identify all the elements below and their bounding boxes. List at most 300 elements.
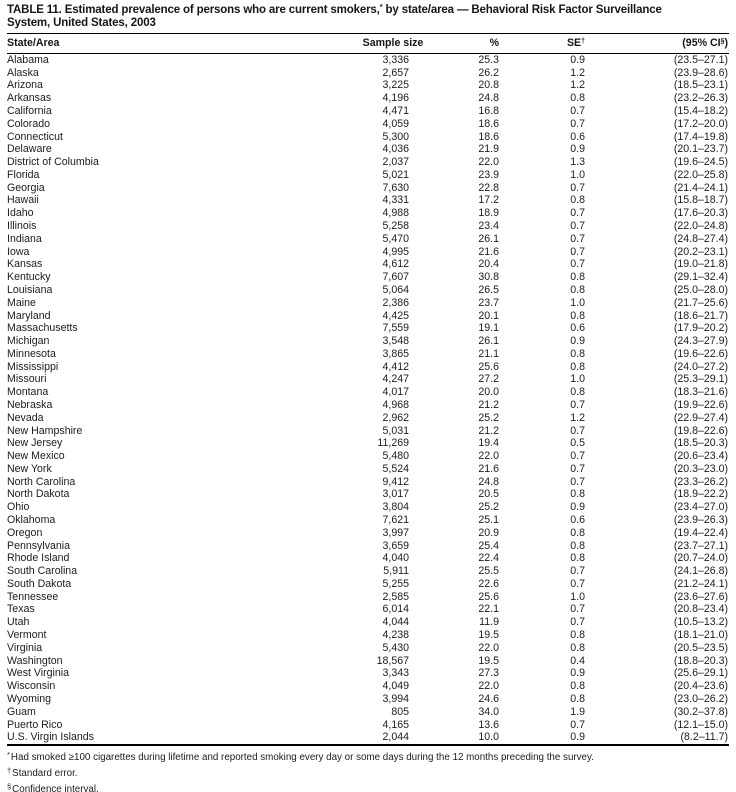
table-row [7,79,729,92]
section-symbol: § [7,782,12,792]
cell-sample-size: 5,255 [382,577,409,590]
cell-percent: 16.8 [478,105,499,118]
cell-sample-size: 3,343 [382,667,409,680]
cell-ci: (17.9–20.2) [673,322,728,335]
table-row [7,578,729,591]
cell-ci: (23.6–27.6) [673,590,728,603]
cell-percent: 25.2 [478,411,499,424]
table-body [7,53,729,745]
cell-sample-size: 2,386 [382,296,409,309]
cell-sample-size: 4,412 [382,360,409,373]
cell-sample-size: 5,524 [382,462,409,475]
table-row [7,565,729,578]
cell-ci: (22.0–25.8) [673,168,728,181]
cell-percent: 10.0 [478,731,499,744]
table-row [7,590,729,603]
cell-se: 0.8 [570,680,585,693]
cell-state-area: Idaho [7,207,34,220]
cell-state-area: New Mexico [7,450,65,463]
cell-percent: 26.1 [478,335,499,348]
cell-percent: 20.8 [478,79,499,92]
cell-sample-size: 4,017 [382,386,409,399]
cell-ci: (15.4–18.2) [673,105,728,118]
cell-sample-size: 7,630 [382,181,409,194]
cell-se: 0.7 [570,181,585,194]
cell-sample-size: 11,269 [377,437,409,450]
cell-state-area: Kansas [7,258,43,271]
table-title [7,4,729,30]
cell-sample-size: 18,567 [376,654,409,667]
cell-sample-size: 3,336 [382,53,409,66]
cell-sample-size: 4,612 [382,258,409,271]
cell-se: 0.9 [570,335,585,348]
cell-sample-size: 4,247 [382,373,409,386]
table-row [7,616,729,629]
table-row [7,501,729,514]
table-row [7,53,729,66]
cell-sample-size: 4,165 [382,718,409,731]
table-row [7,629,729,642]
cell-ci: (20.8–23.4) [673,603,728,616]
table-row [7,117,729,130]
cell-se: 0.7 [570,258,585,271]
cell-state-area: West Virginia [7,667,70,680]
cell-se: 0.8 [570,283,585,296]
cell-sample-size: 4,995 [382,245,409,258]
cell-sample-size: 4,044 [382,616,409,629]
cell-sample-size: 2,962 [382,411,409,424]
cell-ci: (24.1–26.8) [673,565,728,578]
cell-state-area: Connecticut [7,130,63,143]
table-row [7,232,729,245]
table-row [7,143,729,156]
cell-ci: (23.5–27.1) [673,53,728,66]
cell-percent: 25.6 [478,590,499,603]
cell-percent: 20.0 [478,386,499,399]
table-row [7,130,729,143]
cell-sample-size: 4,331 [382,194,409,207]
cell-se: 0.7 [570,398,585,411]
cell-state-area: Nebraska [7,398,53,411]
cell-percent: 26.1 [478,232,499,245]
cell-state-area: North Carolina [7,475,76,488]
dagger-symbol: † [7,766,12,776]
cell-state-area: Nevada [7,411,44,424]
header-row [7,34,729,54]
cell-percent: 18.6 [478,117,499,130]
cell-ci: (23.7–27.1) [673,539,728,552]
table-row [7,718,729,731]
cell-se: 1.0 [570,296,585,309]
table-row [7,450,729,463]
cell-state-area: Guam [7,705,36,718]
cell-percent: 25.2 [478,501,499,514]
table-row [7,169,729,182]
cell-state-area: Arizona [7,79,43,92]
table-row [7,475,729,488]
table-title-lead: TABLE 11. Estimated prevalence of persons who are current smokers, [7,4,380,16]
cell-percent: 24.8 [478,92,499,105]
cell-percent: 30.8 [478,271,499,284]
column-header-sample-size: Sample size [359,34,427,54]
cell-percent: 23.4 [478,220,499,233]
cell-state-area: Indiana [7,232,42,245]
cell-state-area: Maryland [7,309,51,322]
cell-ci: (18.8–20.3) [673,654,728,667]
cell-sample-size: 7,559 [382,322,409,335]
cell-se: 0.6 [570,514,585,527]
table-row [7,526,729,539]
cell-ci: (20.1–23.7) [673,143,728,156]
cell-se: 1.0 [570,590,585,603]
cell-percent: 19.1 [478,322,499,335]
cell-sample-size: 5,911 [383,565,409,578]
title-asterisk: * [379,2,383,11]
cell-sample-size: 5,021 [382,168,409,181]
cell-state-area: District of Columbia [7,156,99,169]
cell-se: 0.7 [570,616,585,629]
cell-ci: (8.2–11.7) [680,731,728,744]
table-title-line2: System, United States, 2003 [7,17,156,29]
cell-state-area: New Hampshire [7,424,83,437]
cell-se: 0.8 [570,539,585,552]
cell-state-area: Oklahoma [7,514,56,527]
cell-sample-size: 5,258 [382,220,409,233]
cell-ci: (24.0–27.2) [673,360,728,373]
cell-percent: 24.6 [478,692,499,705]
cell-sample-size: 7,621 [382,514,409,527]
cell-se: 0.9 [570,731,585,744]
dagger-symbol: † [581,38,585,45]
prevalence-table [7,33,729,746]
table-row [7,463,729,476]
cell-sample-size: 5,480 [382,450,409,463]
cell-ci: (24.8–27.4) [673,232,728,245]
cell-sample-size: 3,865 [382,347,409,360]
cell-state-area: North Dakota [7,488,70,501]
cell-se: 0.8 [570,641,585,654]
cell-state-area: Utah [7,616,30,629]
cell-sample-size: 6,014 [382,603,409,616]
cell-ci: (19.6–22.6) [673,347,728,360]
cell-percent: 20.5 [478,488,499,501]
column-header-percent: % [427,34,515,54]
cell-se: 0.5 [570,437,585,450]
cell-ci: (19.4–22.4) [673,526,728,539]
column-header-se: SE† [515,34,601,54]
cell-ci: (19.0–21.8) [673,258,728,271]
cell-percent: 25.6 [478,360,499,373]
cell-ci: (23.9–26.3) [673,514,728,527]
cell-ci: (21.2–24.1) [673,577,728,590]
cell-percent: 20.1 [478,309,499,322]
cell-ci: (19.6–24.5) [673,156,728,169]
cell-sample-size: 3,548 [382,335,409,348]
cell-percent: 22.4 [478,552,499,565]
cell-state-area: Oregon [7,526,43,539]
cell-se: 0.8 [570,309,585,322]
table-header [7,34,729,54]
cell-state-area: Massachusetts [7,322,78,335]
asterisk-symbol: * [7,750,10,760]
cell-state-area: Puerto Rico [7,718,63,731]
cell-percent: 26.2 [478,66,499,79]
cell-se: 0.7 [570,603,585,616]
table-row [7,603,729,616]
cell-state-area: Ohio [7,501,30,514]
table-row [7,731,729,745]
cell-se: 0.7 [570,565,585,578]
cell-ci: (18.1–21.0) [673,629,728,642]
footnote-standard-error: †Standard error. [7,766,78,780]
cell-sample-size: 3,659 [382,539,409,552]
cell-ci: (22.9–27.4) [673,411,728,424]
cell-se: 0.4 [570,654,585,667]
cell-ci: (22.0–24.8) [673,220,728,233]
cell-sample-size: 4,471 [382,105,409,118]
cell-sample-size: 3,225 [382,79,409,92]
table-row [7,667,729,680]
cell-sample-size: 9,412 [382,475,409,488]
cell-percent: 22.8 [478,181,499,194]
table-row [7,309,729,322]
table-row [7,284,729,297]
cell-ci: (21.4–24.1) [673,181,728,194]
cell-ci: (19.8–22.6) [673,424,728,437]
table-row [7,411,729,424]
table-row [7,156,729,169]
cell-state-area: Montana [7,386,49,399]
cell-percent: 13.6 [478,718,499,731]
cell-se: 1.0 [570,373,585,386]
column-header-ci: (95% CI§) [601,34,729,54]
cell-sample-size: 5,031 [382,424,409,437]
cell-se: 0.6 [570,130,585,143]
cell-sample-size: 5,470 [382,232,409,245]
cell-ci: (20.6–23.4) [673,450,728,463]
cell-ci: (18.5–20.3) [673,437,728,450]
cell-state-area: Colorado [7,117,50,130]
cell-se: 0.8 [570,488,585,501]
cell-se: 0.8 [570,526,585,539]
table-row [7,373,729,386]
cell-percent: 19.5 [478,629,499,642]
cell-percent: 22.0 [478,156,499,169]
table-row [7,207,729,220]
cell-se: 0.9 [570,667,585,680]
cell-sample-size: 4,196 [382,92,409,105]
cell-ci: (12.1–15.0) [673,718,728,731]
cell-percent: 18.9 [478,207,499,220]
cell-percent: 20.9 [478,526,499,539]
table-row [7,654,729,667]
cell-se: 0.8 [570,92,585,105]
table-row [7,66,729,79]
cell-state-area: Delaware [7,143,52,156]
cell-percent: 19.5 [478,654,499,667]
cell-ci: (20.7–24.0) [673,552,728,565]
table-row [7,245,729,258]
cell-percent: 22.0 [478,641,499,654]
footnote-confidence-interval: §Confidence interval. [7,782,99,792]
cell-sample-size: 7,607 [382,271,409,284]
cell-ci: (24.3–27.9) [673,335,728,348]
cell-ci: (23.0–26.2) [673,692,728,705]
cell-state-area: New Jersey [7,437,63,450]
cell-state-area: South Carolina [7,565,78,578]
table-row [7,296,729,309]
table-row [7,258,729,271]
cell-sample-size: 3,997 [382,526,409,539]
cell-state-area: Mississippi [7,360,59,373]
cell-percent: 11.9 [479,616,499,629]
table-row [7,399,729,412]
cell-se: 1.2 [570,411,585,424]
cell-ci: (18.5–23.1) [673,79,728,92]
cell-se: 0.7 [570,117,585,130]
cell-percent: 22.1 [478,603,499,616]
cell-sample-size: 4,036 [382,143,409,156]
cell-se: 0.7 [570,424,585,437]
cell-se: 0.8 [570,692,585,705]
cell-sample-size: 2,044 [382,731,409,744]
cell-percent: 21.1 [478,347,499,360]
cell-ci: (19.9–22.6) [673,398,728,411]
section-symbol: § [720,38,725,45]
cell-ci: (25.6–29.1) [673,667,728,680]
cell-se: 0.8 [570,386,585,399]
cell-percent: 23.7 [478,296,499,309]
table-row [7,105,729,118]
cell-state-area: U.S. Virgin Islands [7,731,94,744]
cell-se: 0.7 [570,105,585,118]
cell-ci: (10.5–13.2) [673,616,728,629]
cell-percent: 23.9 [478,168,499,181]
cell-se: 0.7 [570,475,585,488]
cell-percent: 25.4 [478,539,499,552]
cell-sample-size: 2,585 [382,590,409,603]
cell-percent: 25.3 [478,53,499,66]
cell-sample-size: 4,988 [382,207,409,220]
table-row [7,347,729,360]
cell-percent: 21.6 [478,245,499,258]
cell-percent: 25.5 [478,565,499,578]
table-row [7,194,729,207]
cell-se: 0.9 [570,143,585,156]
cell-se: 0.8 [570,629,585,642]
footnotes [7,748,729,792]
cell-se: 0.8 [570,360,585,373]
cell-sample-size: 4,049 [382,680,409,693]
cell-se: 0.7 [570,718,585,731]
cell-se: 0.7 [570,245,585,258]
table-row [7,641,729,654]
cell-ci: (25.0–28.0) [673,283,728,296]
cell-ci: (21.7–25.6) [673,296,728,309]
cell-ci: (23.2–26.3) [673,92,728,105]
cell-sample-size: 4,040 [382,552,409,565]
cell-percent: 18.6 [478,130,499,143]
cell-sample-size: 4,238 [382,629,409,642]
cell-ci: (18.6–21.7) [673,309,728,322]
cell-ci: (17.2–20.0) [673,117,728,130]
cell-sample-size: 3,994 [382,692,409,705]
cell-se: 0.8 [570,347,585,360]
cell-ci: (15.8–18.7) [673,194,728,207]
cell-state-area: California [7,105,52,118]
table-row [7,705,729,718]
table-row [7,181,729,194]
cell-state-area: Virginia [7,641,43,654]
cell-se: 0.6 [570,322,585,335]
table-row [7,220,729,233]
table-row [7,680,729,693]
cell-ci: (29.1–32.4) [673,271,728,284]
cell-sample-size: 3,804 [382,501,409,514]
table-row [7,360,729,373]
cell-state-area: Arkansas [7,92,52,105]
cell-state-area: Tennessee [7,590,59,603]
cell-percent: 21.9 [478,143,499,156]
cell-state-area: Iowa [7,245,30,258]
cell-state-area: Wisconsin [7,680,56,693]
footnote-smoked-definition: *Had smoked ≥100 cigarettes during lifetime and reported smoking every day or some days during the 12 months preceding the survey. [7,750,594,764]
cell-state-area: Alabama [7,53,49,66]
cell-sample-size: 5,300 [382,130,409,143]
cell-ci: (30.2–37.8) [673,705,728,718]
cell-state-area: Hawaii [7,194,39,207]
table-row [7,552,729,565]
cell-se: 0.7 [570,207,585,220]
cell-state-area: Louisiana [7,283,53,296]
cell-state-area: Vermont [7,629,47,642]
cell-ci: (20.5–23.5) [673,641,728,654]
cell-se: 1.9 [570,705,585,718]
cell-percent: 34.0 [478,705,499,718]
cell-ci: (23.4–27.0) [673,501,728,514]
table-row [7,424,729,437]
cell-state-area: Alaska [7,66,39,79]
cell-ci: (17.4–19.8) [673,130,728,143]
cell-ci: (20.3–23.0) [673,462,728,475]
cell-se: 0.7 [570,220,585,233]
table-row [7,92,729,105]
cell-se: 0.7 [570,577,585,590]
cell-percent: 17.2 [478,194,499,207]
cell-ci: (23.3–26.2) [673,475,728,488]
cell-se: 0.9 [570,501,585,514]
cell-state-area: Kentucky [7,271,51,284]
table-row [7,539,729,552]
cell-ci: (25.3–29.1) [673,373,728,386]
cell-se: 0.8 [570,271,585,284]
cell-ci: (18.3–21.6) [673,386,728,399]
cell-percent: 27.2 [478,373,499,386]
cell-state-area: Washington [7,654,63,667]
cell-state-area: Illinois [7,220,37,233]
cell-state-area: Missouri [7,373,47,386]
cell-sample-size: 4,059 [382,117,409,130]
cell-percent: 21.6 [478,462,499,475]
cell-percent: 24.8 [478,475,499,488]
cell-state-area: Rhode Island [7,552,70,565]
cell-se: 0.8 [570,194,585,207]
table-row [7,386,729,399]
cell-percent: 27.3 [478,667,499,680]
cell-ci: (23.9–28.6) [673,66,728,79]
cell-percent: 20.4 [478,258,499,271]
cell-state-area: New York [7,462,52,475]
